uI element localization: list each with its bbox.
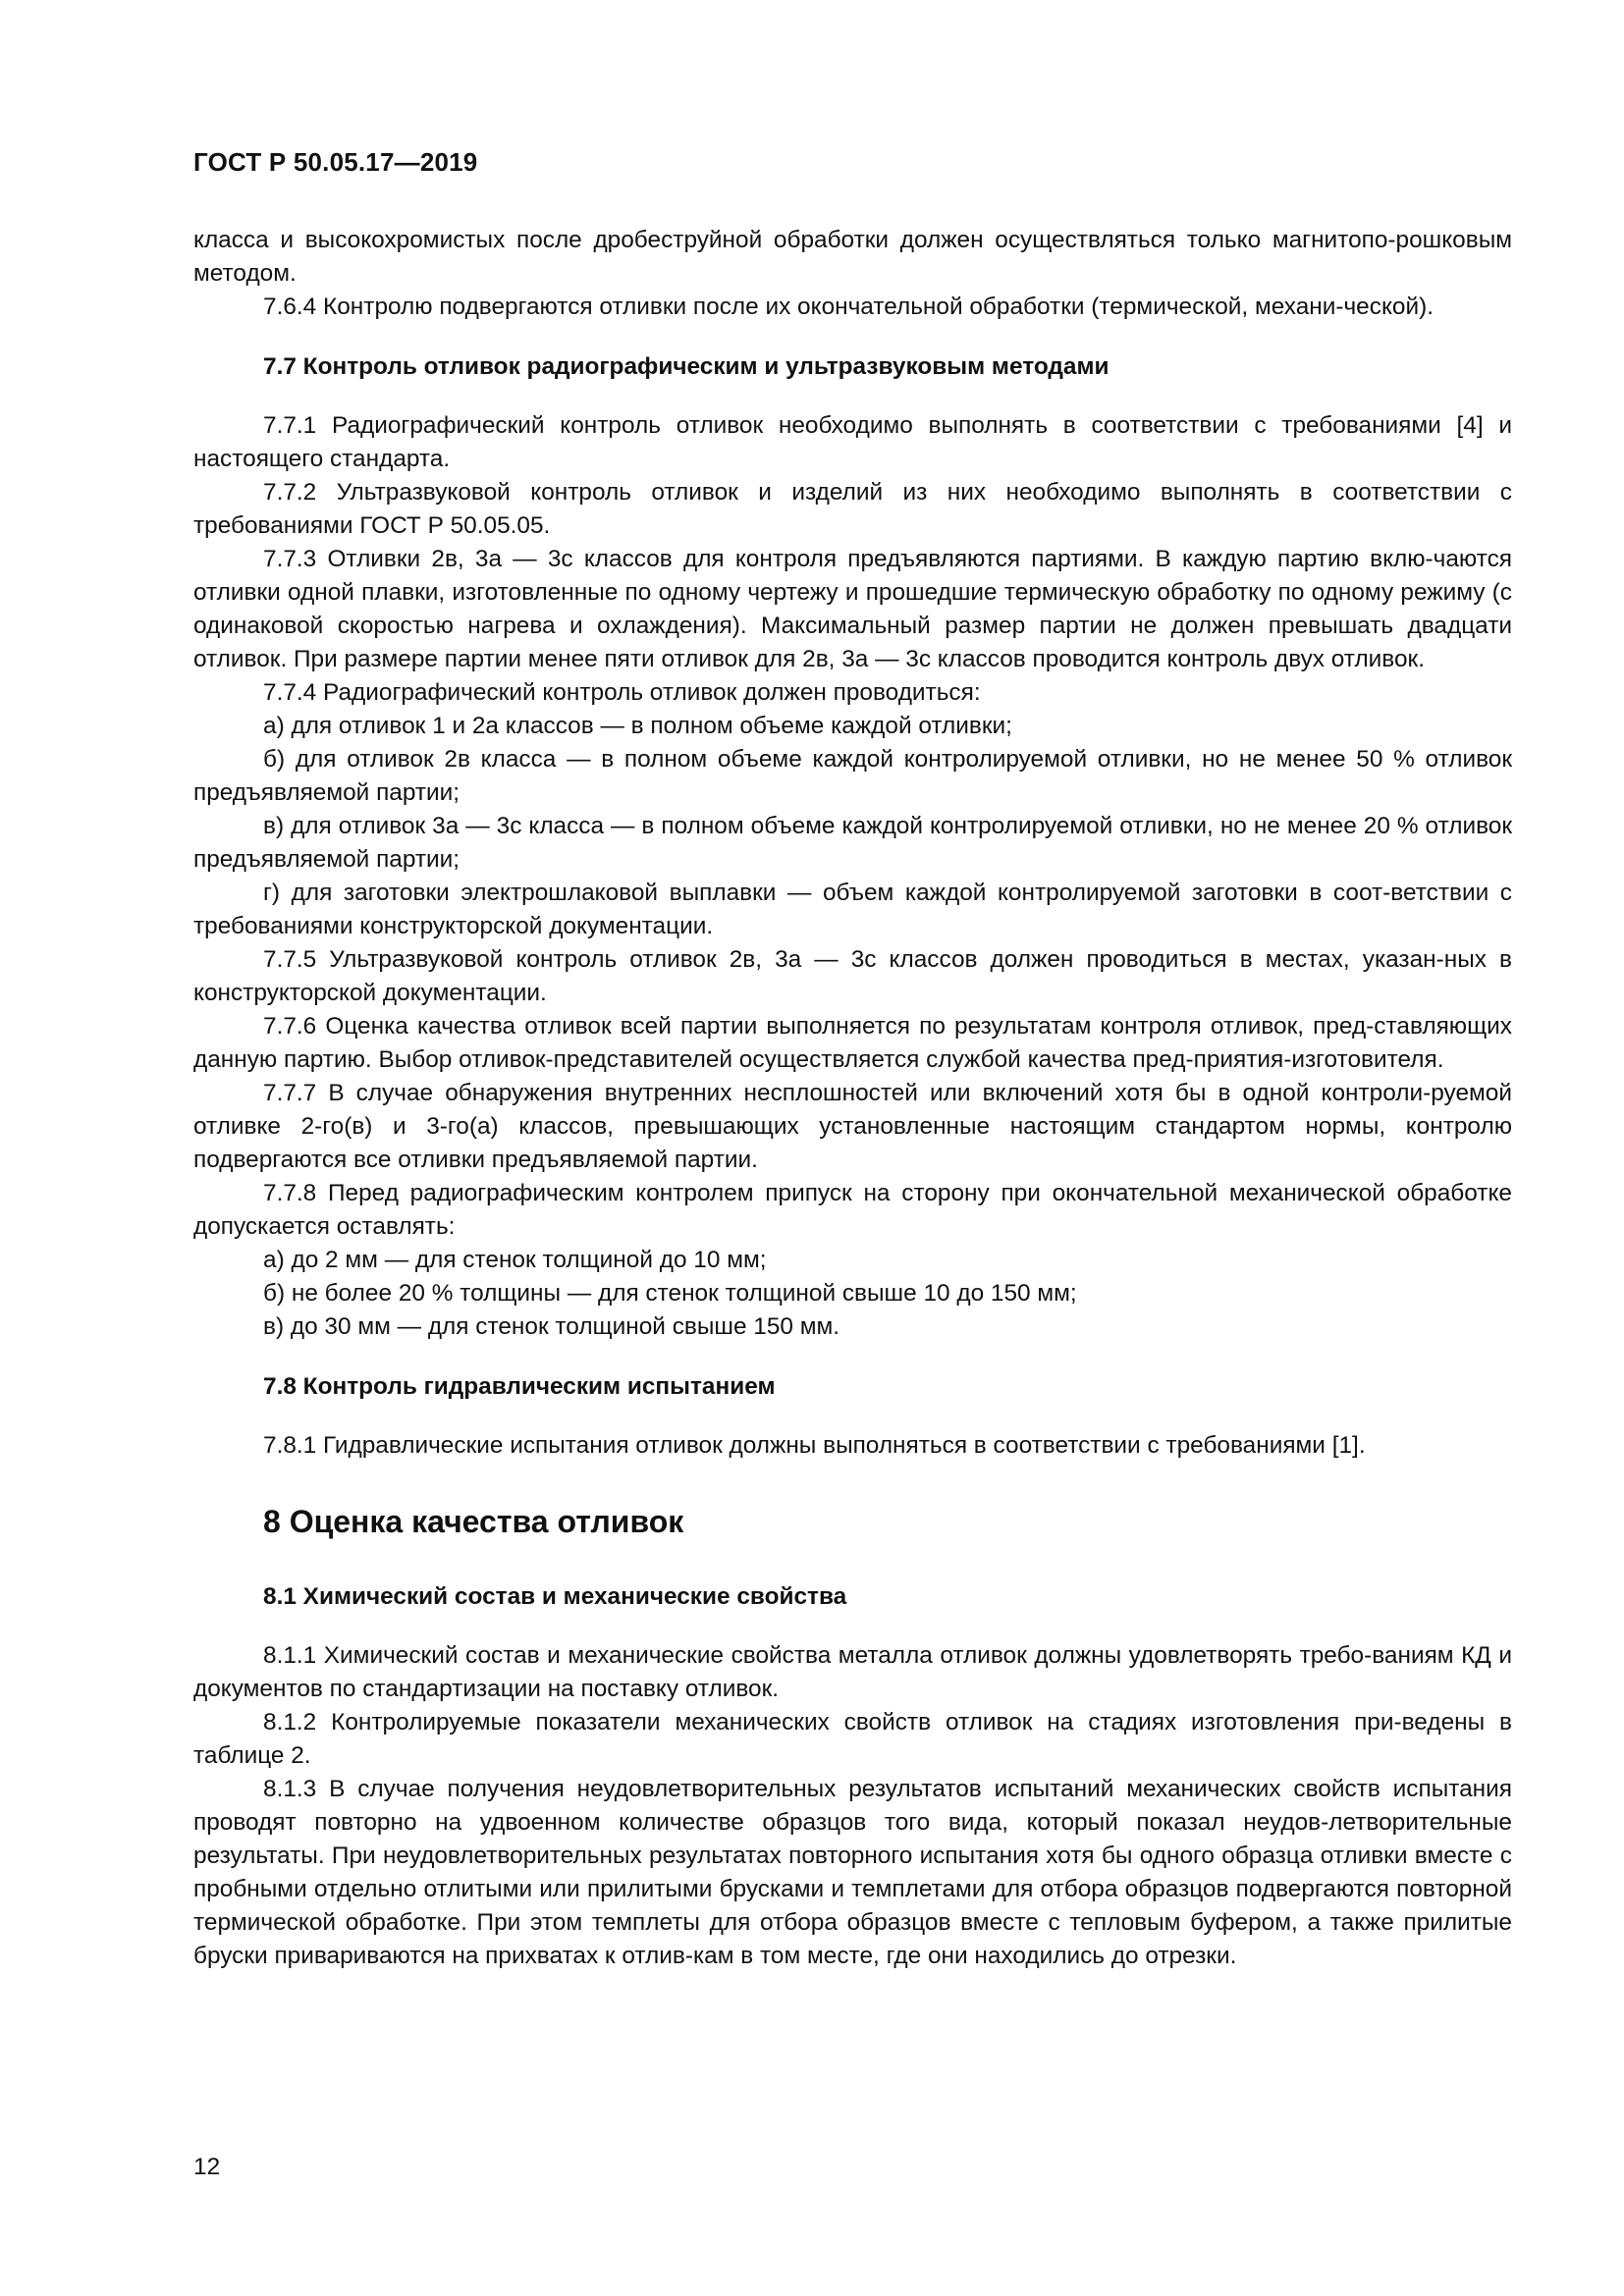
subsection-heading: 8.1 Химический состав и механические свойства: [263, 1583, 847, 1610]
paragraph: 7.7.8 Перед радиографическим контролем припуск на сторону при окончательной механической обработке допускается оставлять:: [193, 1180, 1512, 1240]
paragraph: г) для заготовки электрошлаковой выплавки — объем каждой контролируемой заготовки в соот-ветствии с требованиями конструкторской документации.: [193, 880, 1512, 939]
page-number: 12: [193, 2154, 221, 2180]
paragraph: 7.8.1 Гидравлические испытания отливок должны выполняться в соответствии с требованиями [1].: [263, 1432, 1366, 1459]
subsection-heading: 7.8 Контроль гидравлическим испытанием: [263, 1373, 776, 1400]
paragraph: 7.7.2 Ультразвуковой контроль отливок и изделий из них необходимо выполнять в соответствии с требованиями ГОСТ Р 50.05.05.: [193, 479, 1512, 539]
paragraph: 7.7.6 Оценка качества отливок всей партии выполняется по результатам контроля отливок, пред-ставляющих данную партию. Выбор отливок-представителей осуществляется службой качества пред-приятия-изготовителя.: [193, 1013, 1512, 1073]
paragraph: б) не более 20 % толщины — для стенок толщиной свыше 10 до 150 мм;: [263, 1280, 1077, 1307]
document-code: ГОСТ Р 50.05.17—2019: [193, 147, 478, 177]
paragraph: 7.7.4 Радиографический контроль отливок должен проводиться:: [263, 679, 981, 706]
paragraph: 7.6.4 Контролю подвергаются отливки после их окончательной обработки (термической, механи-ческой).: [263, 294, 1434, 320]
paragraph: 8.1.1 Химический состав и механические свойства металла отливок должны удовлетворять требо-ваниям КД и документов по стандартизации на поставку отливок.: [193, 1642, 1512, 1702]
paragraph: 7.7.7 В случае обнаружения внутренних несплошностей или включений хотя бы в одной контроли-руемой отливке 2-го(в) и 3-го(а) классов, превышающих установленные настоящим стандартом нормы, контролю подвергаются все отливки предъявляемой партии.: [193, 1080, 1512, 1173]
paragraph: а) для отливок 1 и 2а классов — в полном объеме каждой отливки;: [263, 713, 1012, 739]
paragraph: 7.7.5 Ультразвуковой контроль отливок 2в, 3а — 3с классов должен проводиться в местах, указан-ных в конструкторской документации.: [193, 946, 1512, 1006]
paragraph: 7.7.3 Отливки 2в, 3а — 3с классов для контроля предъявляются партиями. В каждую партию вклю-чаются отливки одной плавки, изготовленные по одному чертежу и прошедшие термическую обработку по одному режиму (с одинаковой скоростью нагрева и охлаждения). Максимальный размер партии не должен превышать двадцати отливок. При размере партии менее пяти отливок для 2в, 3а — 3с классов проводится контроль двух отливок.: [193, 546, 1512, 672]
paragraph: в) для отливок 3а — 3с класса — в полном объеме каждой контролируемой отливки, но не менее 20 % отливок предъявляемой партии;: [193, 813, 1512, 873]
document-body: [193, 224, 1512, 1973]
section-heading: 8 Оценка качества отливок: [263, 1504, 684, 1539]
paragraph: а) до 2 мм — для стенок толщиной до 10 мм;: [263, 1247, 767, 1273]
paragraph: 7.7.1 Радиографический контроль отливок необходимо выполнять в соответствии с требованиями [4] и настоящего стандарта.: [193, 412, 1512, 472]
paragraph: 8.1.3 В случае получения неудовлетворительных результатов испытаний механических свойств испытания проводят повторно на удвоенном количестве образцов того вида, который показал неудов-летворительные результаты. При неудовлетворительных результатах повторного испытания хотя бы одного образца отливки вместе с пробными отдельно отлитыми или прилитыми брусками и темплетами для отбора образцов подвергаются повторной термической обработке. При этом темплеты для отбора образцов вместе с тепловым буфером, а также прилитые бруски привариваются на прихватах к отлив-кам в том месте, где они находились до отрезки.: [193, 1776, 1512, 1969]
paragraph: в) до 30 мм — для стенок толщиной свыше 150 мм.: [263, 1313, 840, 1340]
paragraph: класса и высокохромистых после дробеструйной обработки должен осуществляться только магнитопо-рошковым методом.: [193, 227, 1512, 287]
subsection-heading: 7.7 Контроль отливок радиографическим и ультразвуковым методами: [263, 353, 1110, 380]
paragraph: б) для отливок 2в класса — в полном объеме каждой контролируемой отливки, но не менее 50 % отливок предъявляемой партии;: [193, 746, 1512, 806]
paragraph: 8.1.2 Контролируемые показатели механических свойств отливок на стадиях изготовления при-ведены в таблице 2.: [193, 1709, 1512, 1769]
